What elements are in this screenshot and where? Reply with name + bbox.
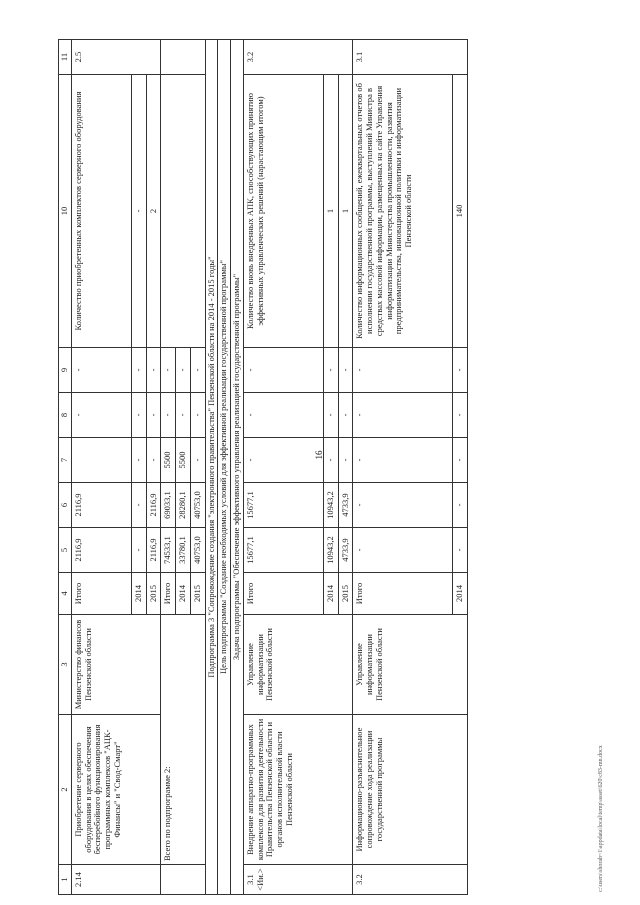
value-cell: - [131,528,146,573]
col-5: 5 [59,528,72,573]
total-row [161,40,176,895]
indicator-cell: Количество вновь внедренных АПК, способствующих принятию эффективных управленческих решений (нарастающим итогом) [243,75,323,348]
value-cell: - [453,483,468,528]
row-number: 2.14 [71,865,161,895]
ref-cell: 3.2 [243,40,353,75]
subprogram-goal: Цель подпрограммы "Создание необходимых условий для эффективной реализации государственной программы" [218,40,231,895]
value-cell: 15677,1 [243,528,323,573]
value-cell: 28280,1 [176,483,191,528]
year-cell: 2014 [176,573,191,615]
empty-cell [161,75,205,348]
col-9: 9 [59,348,72,393]
value-cell: - [190,438,205,483]
value-cell: - [131,348,146,393]
empty-cell [161,865,205,895]
value-cell: - [190,348,205,393]
value-cell: - [243,438,323,483]
value-cell: - [453,393,468,438]
value-cell: - [338,438,353,483]
value-cell: - [323,438,338,483]
value-cell: - [146,393,161,438]
value-cell: 74533,1 [161,528,176,573]
value-cell: - [190,393,205,438]
value-cell: - [243,393,323,438]
row-number: 3.2 [353,865,468,895]
subprogram-row [205,40,218,895]
col-11: 11 [59,40,72,75]
activity-name: Приобретение серверного оборудования в целях обеспечения бесперебойного функционирования программных комплексов "АЦК-Финансы" и "Свод-Смарт" [71,715,161,865]
activity-name: Внедрение аппаратно-программных комплексов для развития деятельности Правительства Пензенской области и органов исполнительной власти Пензенской области [243,715,353,865]
executor: Управление информатизации Пензенской области [243,615,353,715]
value-cell: 40753,0 [190,528,205,573]
value-cell: 2116,9 [146,528,161,573]
value-cell: 15677,1 [243,483,323,528]
value-cell: 5500 [176,438,191,483]
value-cell: - [453,348,468,393]
col-4: 4 [59,573,72,615]
executor: Управление информатизации Пензенской области [353,615,468,715]
program-table [58,39,468,895]
indicator-cell: Количество информационных сообщений, ежеквартальных отчетов об исполнении государственной программы, выступлений Министра в средствах массовой информации, размещенных на сайте Управления информатизации Министерства промышленности, развития предпринимательства, инновационной политики и информатизации Пензенской области [353,75,453,348]
col-8: 8 [59,393,72,438]
ref-cell: 3.1 [353,40,468,75]
value-cell: - [161,393,176,438]
value-cell: - [353,393,453,438]
value-cell: 2116,9 [71,483,131,528]
header-row [59,40,72,895]
row-number: 3.1 <Ии.> [243,865,353,895]
ref-cell: 2.5 [71,40,161,75]
goal-row [218,40,231,895]
col-6: 6 [59,483,72,528]
value-cell: - [146,438,161,483]
year-cell: 2014 [323,573,338,615]
value-cell: - [243,348,323,393]
table-row [353,40,453,895]
rotated-table-container [58,40,603,895]
indicator-cell: 1 [338,75,353,348]
value-cell: - [176,348,191,393]
col-1: 1 [59,865,72,895]
col-7: 7 [59,438,72,483]
value-cell: - [353,483,453,528]
value-cell: - [146,348,161,393]
value-cell: 40753,0 [190,483,205,528]
value-cell: 2116,9 [146,483,161,528]
year-cell: Итого [353,573,453,615]
value-cell: 10943,2 [323,528,338,573]
executor: Министерство финансов Пензенской области [71,615,161,715]
page-number: 16 [314,450,324,460]
value-cell: - [353,348,453,393]
year-cell: 2015 [338,573,353,615]
subprogram-task: Задача подпрограммы "Обеспечение эффективного управления реализацией государственной программы" [231,40,244,895]
value-cell: - [71,348,131,393]
year-cell: 2015 [146,573,161,615]
subprogram-title: Подпрограмма 3 "Сопровождение создания "электронного правительства" Пензенской области на 2014 - 2015 годы" [205,40,218,895]
value-cell: 2116,9 [71,528,131,573]
year-cell: 2015 [190,573,205,615]
value-cell: 10943,2 [323,483,338,528]
value-cell [71,438,131,483]
value-cell: 33780,1 [176,528,191,573]
value-cell: - [453,528,468,573]
value-cell: - [131,393,146,438]
value-cell: - [353,438,453,483]
col-10: 10 [59,75,72,348]
total-label: Всего по подпрограмме 2: [161,615,205,865]
year-cell: Итого [71,573,131,615]
year-cell: 2014 [453,573,468,615]
empty-cell [161,40,205,75]
value-cell: - [338,393,353,438]
value-cell: 4733,9 [338,528,353,573]
col-2: 2 [59,715,72,865]
indicator-cell: Количество приобретенных комплектов серверного оборудования [71,75,131,348]
indicator-cell: 140 [453,75,468,348]
value-cell: - [131,483,146,528]
year-cell: Итого [161,573,176,615]
value-cell: 5500 [161,438,176,483]
indicator-cell: 1 [323,75,338,348]
indicator-cell: 2 [146,75,161,348]
value-cell: - [338,348,353,393]
value-cell: - [323,348,338,393]
value-cell: - [453,438,468,483]
value-cell: - [323,393,338,438]
value-cell: - [161,348,176,393]
table-row [71,40,131,895]
footer-path: c:\users\shorab~1\appdata\local\temp\asset\620\c83-mn.docx [598,745,604,892]
year-cell: 2014 [131,573,146,615]
value-cell: - [353,528,453,573]
col-3: 3 [59,615,72,715]
task-row [231,40,244,895]
value-cell: - [71,393,131,438]
value-cell: 69033,1 [161,483,176,528]
value-cell: 4733,9 [338,483,353,528]
value-cell: - [131,438,146,483]
table-row [243,40,323,895]
value-cell: - [176,393,191,438]
year-cell: Итого [243,573,323,615]
indicator-cell: - [131,75,146,348]
activity-name: Информационно-разъяснительное сопровождение хода реализации государственной программы [353,715,468,865]
